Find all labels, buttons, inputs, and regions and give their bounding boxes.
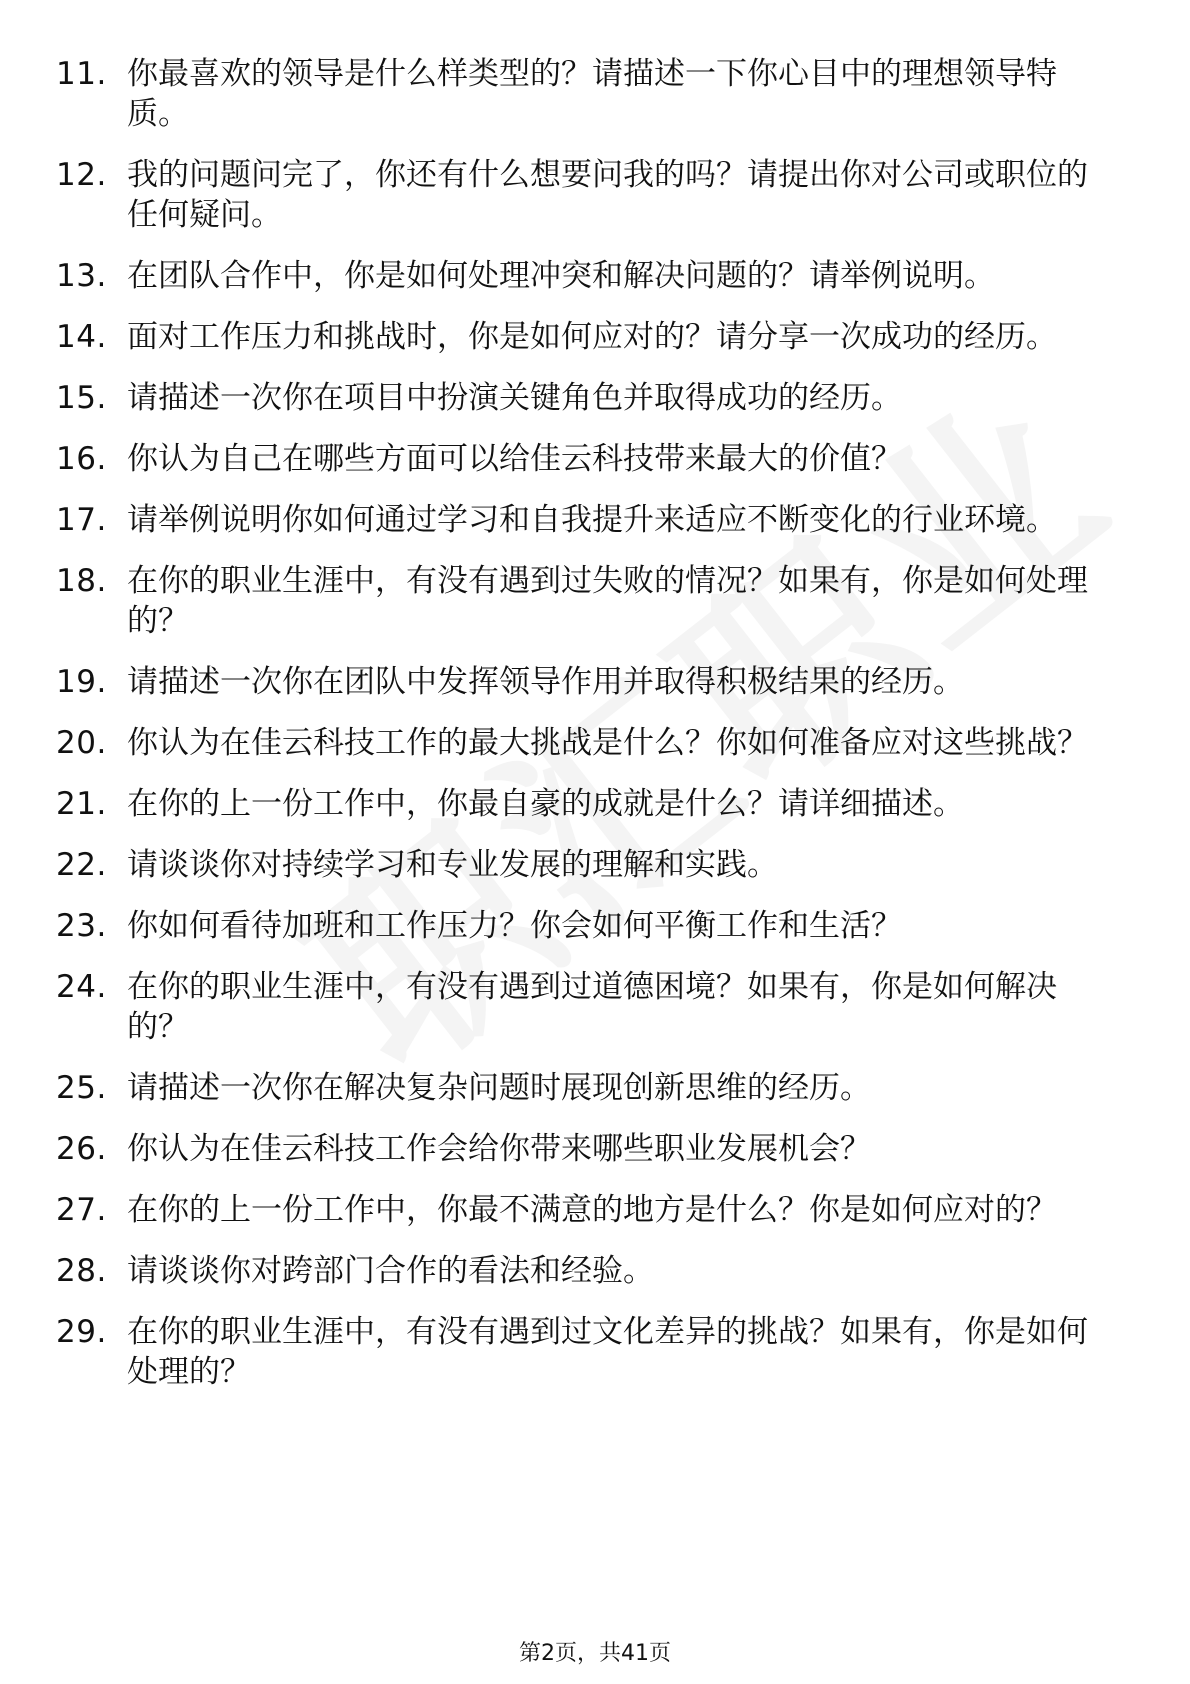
question-number: 25. [56, 1070, 107, 1106]
list-item [56, 500, 1116, 540]
question-text: 在你的上一份工作中，你最不满意的地方是什么？你是如何应对的？ [127, 1192, 1057, 1228]
list-item [56, 845, 1116, 885]
question-text: 请谈谈你对持续学习和专业发展的理解和实践。 [127, 847, 778, 883]
list-item [56, 256, 1116, 296]
list-item [56, 1068, 1116, 1108]
question-text: 请举例说明你如何通过学习和自我提升来适应不断变化的行业环境。 [127, 502, 1057, 538]
question-number: 11. [56, 56, 107, 92]
question-number: 27. [56, 1192, 107, 1228]
question-number: 21. [56, 786, 107, 822]
question-text: 请谈谈你对跨部门合作的看法和经验。 [127, 1253, 654, 1289]
question-text: 请描述一次你在解决复杂问题时展现创新思维的经历。 [127, 1070, 871, 1106]
question-number: 29. [56, 1314, 107, 1350]
question-number: 15. [56, 380, 107, 416]
list-item [56, 662, 1116, 702]
question-text: 你认为在佳云科技工作会给你带来哪些职业发展机会？ [127, 1131, 871, 1167]
question-text: 你如何看待加班和工作压力？你会如何平衡工作和生活？ [127, 908, 902, 944]
list-item [56, 317, 1116, 357]
question-text: 在团队合作中，你是如何处理冲突和解决问题的？请举例说明。 [127, 258, 995, 294]
list-item [56, 784, 1116, 824]
question-text: 我的问题问完了，你还有什么想要问我的吗？请提出你对公司或职位的任何疑问。 [127, 157, 1088, 233]
list-item [56, 439, 1116, 479]
question-number: 19. [56, 664, 107, 700]
list-item [56, 1190, 1116, 1230]
question-number: 13. [56, 258, 107, 294]
question-number: 28. [56, 1253, 107, 1289]
question-number: 20. [56, 725, 107, 761]
question-text: 你最喜欢的领导是什么样类型的？请描述一下你心目中的理想领导特质。 [127, 56, 1057, 132]
list-item [56, 378, 1116, 418]
question-text: 在你的职业生涯中，有没有遇到过道德困境？如果有，你是如何解决的？ [127, 969, 1057, 1045]
question-number: 24. [56, 969, 107, 1005]
question-number: 12. [56, 157, 107, 193]
page-number: 第2页，共41页 [519, 1641, 671, 1666]
question-number: 23. [56, 908, 107, 944]
question-text: 在你的职业生涯中，有没有遇到过失败的情况？如果有，你是如何处理的？ [127, 563, 1088, 639]
question-text: 在你的职业生涯中，有没有遇到过文化差异的挑战？如果有，你是如何处理的？ [127, 1314, 1088, 1390]
question-text: 你认为在佳云科技工作的最大挑战是什么？你如何准备应对这些挑战？ [127, 725, 1088, 761]
question-number: 17. [56, 502, 107, 538]
list-item [56, 906, 1116, 946]
list-item [56, 54, 1116, 134]
question-number: 22. [56, 847, 107, 883]
question-text: 面对工作压力和挑战时，你是如何应对的？请分享一次成功的经历。 [127, 319, 1057, 355]
list-item [56, 561, 1116, 641]
question-text: 在你的上一份工作中，你最自豪的成就是什么？请详细描述。 [127, 786, 964, 822]
list-item [56, 155, 1116, 235]
list-item [56, 967, 1116, 1047]
question-number: 14. [56, 319, 107, 355]
question-number: 26. [56, 1131, 107, 1167]
question-text: 请描述一次你在项目中扮演关键角色并取得成功的经历。 [127, 380, 902, 416]
list-item [56, 1129, 1116, 1169]
question-number: 18. [56, 563, 107, 599]
list-item [56, 1251, 1116, 1291]
list-item [56, 1312, 1116, 1392]
question-list [56, 54, 1116, 1413]
question-text: 你认为自己在哪些方面可以给佳云科技带来最大的价值？ [127, 441, 902, 477]
list-item [56, 723, 1116, 763]
question-text: 请描述一次你在团队中发挥领导作用并取得积极结果的经历。 [127, 664, 964, 700]
question-number: 16. [56, 441, 107, 477]
